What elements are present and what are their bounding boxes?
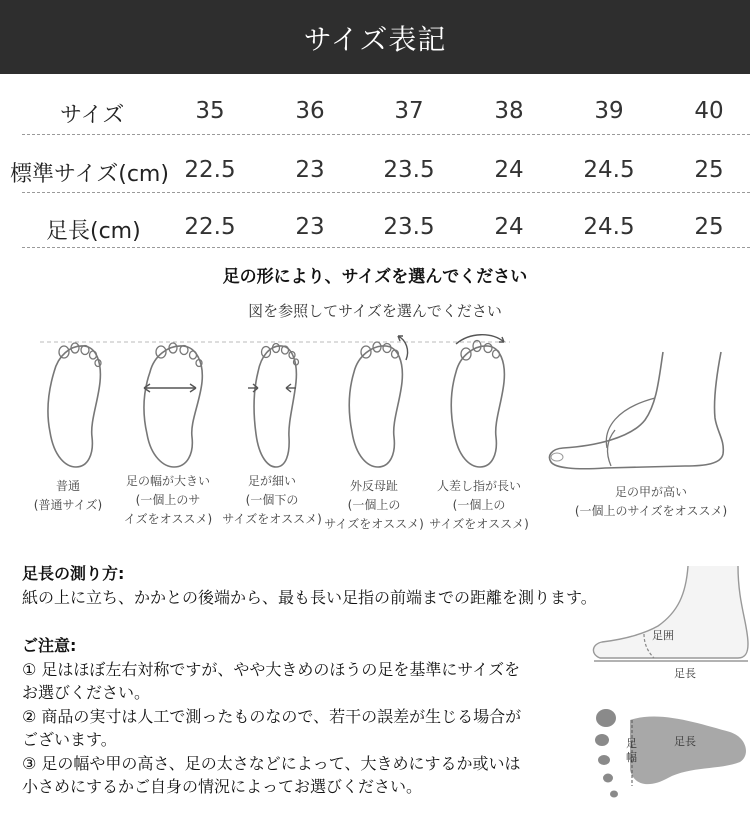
- foot-type-note: (一個下の: [245, 493, 299, 507]
- foot-type-name: 足の甲が高い: [614, 485, 687, 499]
- size-cell: 40: [694, 98, 724, 124]
- foot-type-wide: [118, 472, 218, 529]
- table-cell: 23: [295, 214, 325, 240]
- normal-foot-icon: [40, 342, 110, 472]
- narrow-foot-icon: [244, 342, 306, 472]
- sole-length-label: 足長: [674, 735, 696, 748]
- size-header-row: [0, 84, 750, 140]
- foot-type-note: サイズをオススメ): [324, 517, 424, 531]
- table-cell: 24: [494, 214, 524, 240]
- size-header-label: サイズ: [60, 103, 125, 128]
- width-label: 足幅: [626, 737, 637, 764]
- foot-type-name: 人差し指が長い: [436, 479, 521, 493]
- notes-line: ① 足はほぼ左右対称ですが、やや大きめのほうの足を基準にサイズを: [22, 660, 521, 679]
- foot-type-name: 足が細い: [247, 474, 296, 488]
- foot-type-bunion: [322, 477, 426, 534]
- foot-type-name: 普通: [55, 479, 80, 493]
- notes-line: ② 商品の実寸は人工で測ったものなので、若干の誤差が生じる場合が: [22, 707, 522, 726]
- notes-title: ご注意:: [22, 636, 77, 655]
- foot-type-note: (一個上の: [452, 498, 506, 512]
- notes-line: お選びください。: [22, 683, 151, 702]
- notes-line: 小さめにするかご自身の情況によってお選びください。: [22, 777, 423, 796]
- size-cell: 36: [295, 98, 325, 124]
- foot-type-normal: [28, 477, 108, 515]
- girth-label: 足囲: [652, 629, 674, 642]
- foot-type-note: (一個上のサイズをオススメ): [574, 504, 728, 518]
- table-divider: [22, 192, 750, 193]
- header-banner: [0, 0, 750, 74]
- foot-type-note: (一個上の: [347, 498, 401, 512]
- page-title: サイズ表記: [303, 23, 447, 56]
- measure-text: 紙の上に立ち、かかとの後端から、最も長い足指の前端までの距離を測ります。: [22, 588, 597, 607]
- foot-length-label: 足長(cm): [46, 219, 141, 244]
- size-cell: 37: [394, 98, 424, 124]
- table-cell: 22.5: [184, 214, 236, 240]
- foot-type-name: 足の幅が大きい: [125, 474, 210, 488]
- foot-type-note: (一個上のサ: [135, 493, 201, 507]
- high-instep-foot-icon: [545, 348, 745, 478]
- foot-type-note: サイズをオススメ): [429, 517, 529, 531]
- foot-type-narrow: [220, 472, 324, 529]
- wide-foot-icon: [138, 342, 210, 472]
- foot-type-high-instep: [566, 483, 736, 521]
- standard-size-row: [0, 143, 750, 199]
- table-cell: 23: [295, 157, 325, 183]
- table-cell: 24.5: [583, 157, 635, 183]
- size-cell: 39: [594, 98, 624, 124]
- size-cell: 38: [494, 98, 524, 124]
- table-cell: 23.5: [383, 214, 435, 240]
- table-cell: 24.5: [583, 214, 635, 240]
- foot-type-name: 外反母趾: [349, 479, 398, 493]
- foot-type-note: イズをオススメ): [123, 512, 213, 526]
- foot-guide-title: 足の形により、サイズを選んでください: [222, 267, 528, 287]
- table-cell: 24: [494, 157, 524, 183]
- table-cell: 25: [694, 214, 724, 240]
- notes-line: ③ 足の幅や甲の高さ、足の太さなどによって、大きめにするか或いは: [22, 754, 521, 773]
- table-cell: 22.5: [184, 157, 236, 183]
- table-cell: 23.5: [383, 157, 435, 183]
- foot-type-note: サイズをオススメ): [222, 512, 322, 526]
- foot-guide-subtitle: 図を参照してサイズを選んでください: [248, 302, 502, 320]
- bunion-foot-icon: [342, 332, 414, 472]
- measure-title: 足長の測り方:: [22, 564, 125, 583]
- side-length-label: 足長: [674, 667, 696, 680]
- table-divider: [22, 134, 750, 135]
- foot-type-note: (普通サイズ): [33, 498, 103, 512]
- standard-size-label: 標準サイズ(cm): [10, 162, 169, 187]
- side-foot-measure-icon: [588, 564, 750, 664]
- table-cell: 25: [694, 157, 724, 183]
- table-divider: [22, 247, 750, 248]
- notes-line: ございます。: [22, 730, 117, 749]
- size-cell: 35: [195, 98, 225, 124]
- long-toe-foot-icon: [444, 332, 516, 472]
- foot-type-long-toe: [424, 477, 534, 534]
- sole-measure-icon: [590, 706, 750, 816]
